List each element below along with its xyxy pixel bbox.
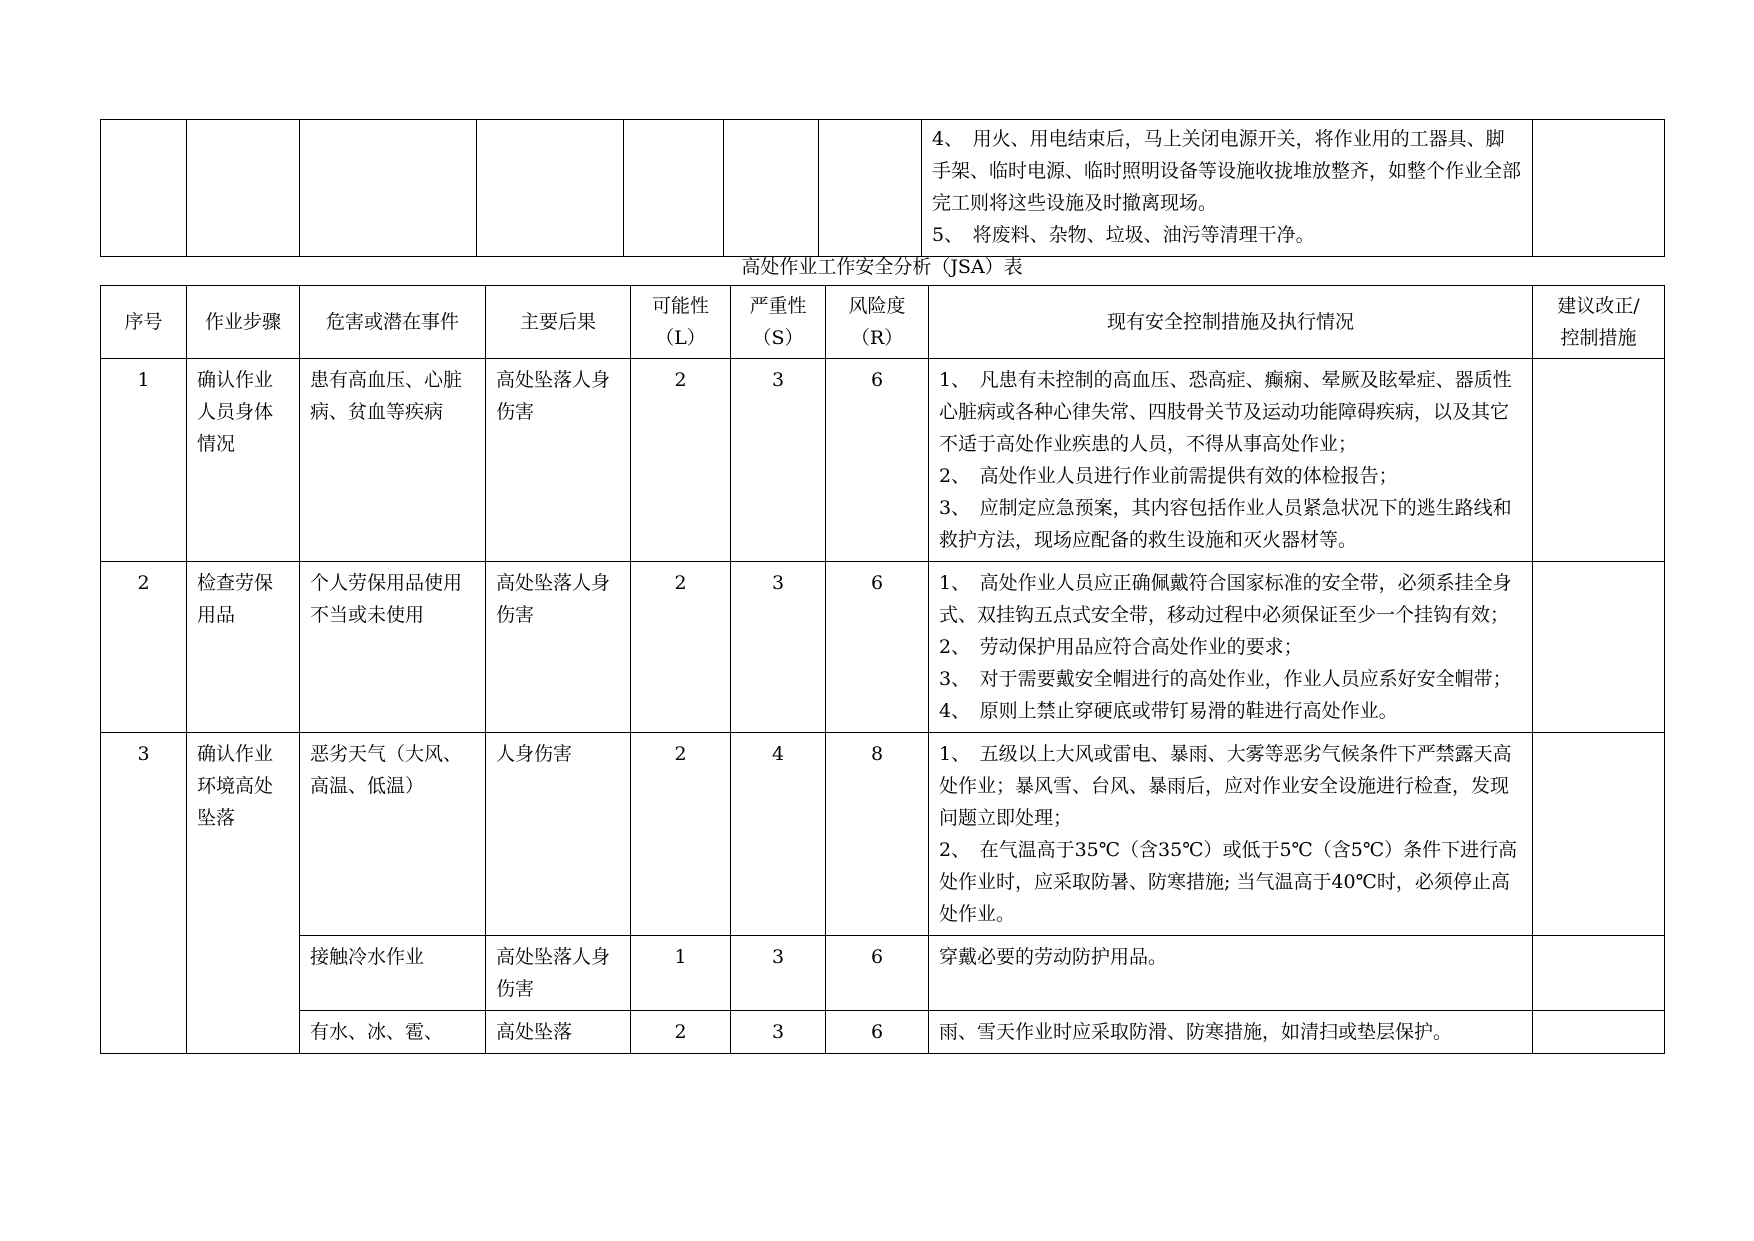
cell	[477, 120, 624, 257]
risk-cell: 6	[826, 936, 929, 1011]
likelihood-cell: 1	[631, 936, 731, 1011]
hazard-cell: 患有高血压、心脏病、贫血等疾病	[300, 359, 486, 562]
hazard-cell: 接触冷水作业	[300, 936, 486, 1011]
consequence-cell: 人身伤害	[486, 733, 631, 936]
seq-cell: 1	[101, 359, 187, 562]
measure-line: 2、 高处作业人员进行作业前需提供有效的体检报告；	[939, 465, 1398, 487]
risk-cell: 8	[826, 733, 929, 936]
step-cell: 确认作业环境高处坠落	[187, 733, 300, 1054]
header-suggestion-line1: 建议改正/	[1557, 295, 1640, 317]
cell	[624, 120, 724, 257]
step-cell: 确认作业人员身体情况	[187, 359, 300, 562]
risk-cell: 6	[826, 1011, 929, 1054]
cell	[724, 120, 819, 257]
header-step: 作业步骤	[187, 286, 300, 359]
risk-cell: 6	[826, 562, 929, 733]
header-suggestion-line2: 控制措施	[1560, 327, 1637, 349]
header-severity-code: （S）	[752, 327, 804, 349]
measure-line: 3、 应制定应急预案，其内容包括作业人员紧急状况下的逃生路线和救护方法，现场应配备的救生设施和灭火器材等。	[939, 497, 1512, 551]
table-title: 高处作业工作安全分析（JSA）表	[741, 256, 1023, 278]
measures-cell	[929, 936, 1533, 1011]
suggestion-cell	[1533, 359, 1665, 562]
seq-cell: 2	[101, 562, 187, 733]
likelihood-cell: 2	[631, 562, 731, 733]
header-severity	[731, 286, 826, 359]
consequence-cell: 高处坠落	[486, 1011, 631, 1054]
cell	[819, 120, 922, 257]
jsa-table	[100, 285, 1665, 1054]
severity-cell: 4	[731, 733, 826, 936]
severity-cell: 3	[731, 359, 826, 562]
cell	[1533, 120, 1665, 257]
measure-line: 雨、雪天作业时应采取防滑、防寒措施，如清扫或垫层保护。	[939, 1021, 1453, 1043]
suggestion-cell	[1533, 733, 1665, 936]
measure-line: 5、 将废料、杂物、垃圾、油污等清理干净。	[932, 224, 1315, 246]
header-consequence: 主要后果	[486, 286, 631, 359]
measure-line: 穿戴必要的劳动防护用品。	[939, 946, 1168, 968]
header-likelihood-label: 可能性	[651, 295, 709, 317]
suggestion-cell	[1533, 562, 1665, 733]
measures-cell	[929, 359, 1533, 562]
measure-line: 2、 在气温高于35℃（含35℃）或低于5℃（含5℃）条件下进行高处作业时，应采取防暑、防寒措施; 当气温高于40℃时，必须停止高处作业。	[939, 839, 1518, 925]
header-row	[101, 286, 1665, 359]
measures-cell	[929, 562, 1533, 733]
consequence-cell: 高处坠落人身伤害	[486, 359, 631, 562]
measure-line: 1、 凡患有未控制的高血压、恐高症、癫痫、晕厥及眩晕症、器质性心脏病或各种心律失常、四肢骨关节及运动功能障碍疾病，以及其它不适于高处作业疾患的人员，不得从事高处作业；	[939, 369, 1512, 455]
table-row	[101, 562, 1665, 733]
header-severity-label: 严重性	[749, 295, 807, 317]
header-likelihood	[631, 286, 731, 359]
cell	[300, 120, 477, 257]
hazard-cell: 有水、冰、雹、	[300, 1011, 486, 1054]
consequence-cell: 高处坠落人身伤害	[486, 936, 631, 1011]
consequence-cell: 高处坠落人身伤害	[486, 562, 631, 733]
continuation-measures-cell	[922, 120, 1533, 257]
suggestion-cell	[1533, 1011, 1665, 1054]
measures-cell	[929, 1011, 1533, 1054]
suggestion-cell	[1533, 936, 1665, 1011]
measures-cell	[929, 733, 1533, 936]
severity-cell: 3	[731, 936, 826, 1011]
hazard-cell: 个人劳保用品使用不当或未使用	[300, 562, 486, 733]
header-hazard: 危害或潜在事件	[300, 286, 486, 359]
header-risk-code: （R）	[850, 327, 904, 349]
measure-line: 4、 原则上禁止穿硬底或带钉易滑的鞋进行高处作业。	[939, 700, 1398, 722]
step-cell: 检查劳保用品	[187, 562, 300, 733]
cell	[187, 120, 300, 257]
header-risk-label: 风险度	[848, 295, 906, 317]
likelihood-cell: 2	[631, 733, 731, 936]
table-row	[101, 359, 1665, 562]
severity-cell: 3	[731, 562, 826, 733]
risk-cell: 6	[826, 359, 929, 562]
measure-line: 3、 对于需要戴安全帽进行的高处作业，作业人员应系好安全帽带；	[939, 668, 1512, 690]
header-seq: 序号	[101, 286, 187, 359]
measure-line: 1、 五级以上大风或雷电、暴雨、大雾等恶劣气候条件下严禁露天高处作业；暴风雪、台风、暴雨后，应对作业安全设施进行检查，发现问题立即处理；	[939, 743, 1512, 829]
table-row	[101, 1011, 1665, 1054]
measure-line: 4、 用火、用电结束后，马上关闭电源开关，将作业用的工器具、脚手架、临时电源、临时照明设备等设施收拢堆放整齐，如整个作业全部完工则将这些设施及时撤离现场。	[932, 128, 1522, 214]
cell	[101, 120, 187, 257]
continuation-table	[100, 119, 1665, 257]
severity-cell: 3	[731, 1011, 826, 1054]
hazard-cell: 恶劣天气（大风、高温、低温）	[300, 733, 486, 936]
table-row	[101, 733, 1665, 936]
header-risk	[826, 286, 929, 359]
likelihood-cell: 2	[631, 359, 731, 562]
header-likelihood-code: （L）	[655, 327, 706, 349]
measure-line: 2、 劳动保护用品应符合高处作业的要求；	[939, 636, 1303, 658]
likelihood-cell: 2	[631, 1011, 731, 1054]
table-row	[101, 936, 1665, 1011]
continuation-row	[101, 120, 1665, 257]
header-measures: 现有安全控制措施及执行情况	[929, 286, 1533, 359]
header-suggestion	[1533, 286, 1665, 359]
seq-cell: 3	[101, 733, 187, 1054]
measure-line: 1、 高处作业人员应正确佩戴符合国家标准的安全带，必须系挂全身式、双挂钩五点式安全带，移动过程中必须保证至少一个挂钩有效；	[939, 572, 1512, 626]
